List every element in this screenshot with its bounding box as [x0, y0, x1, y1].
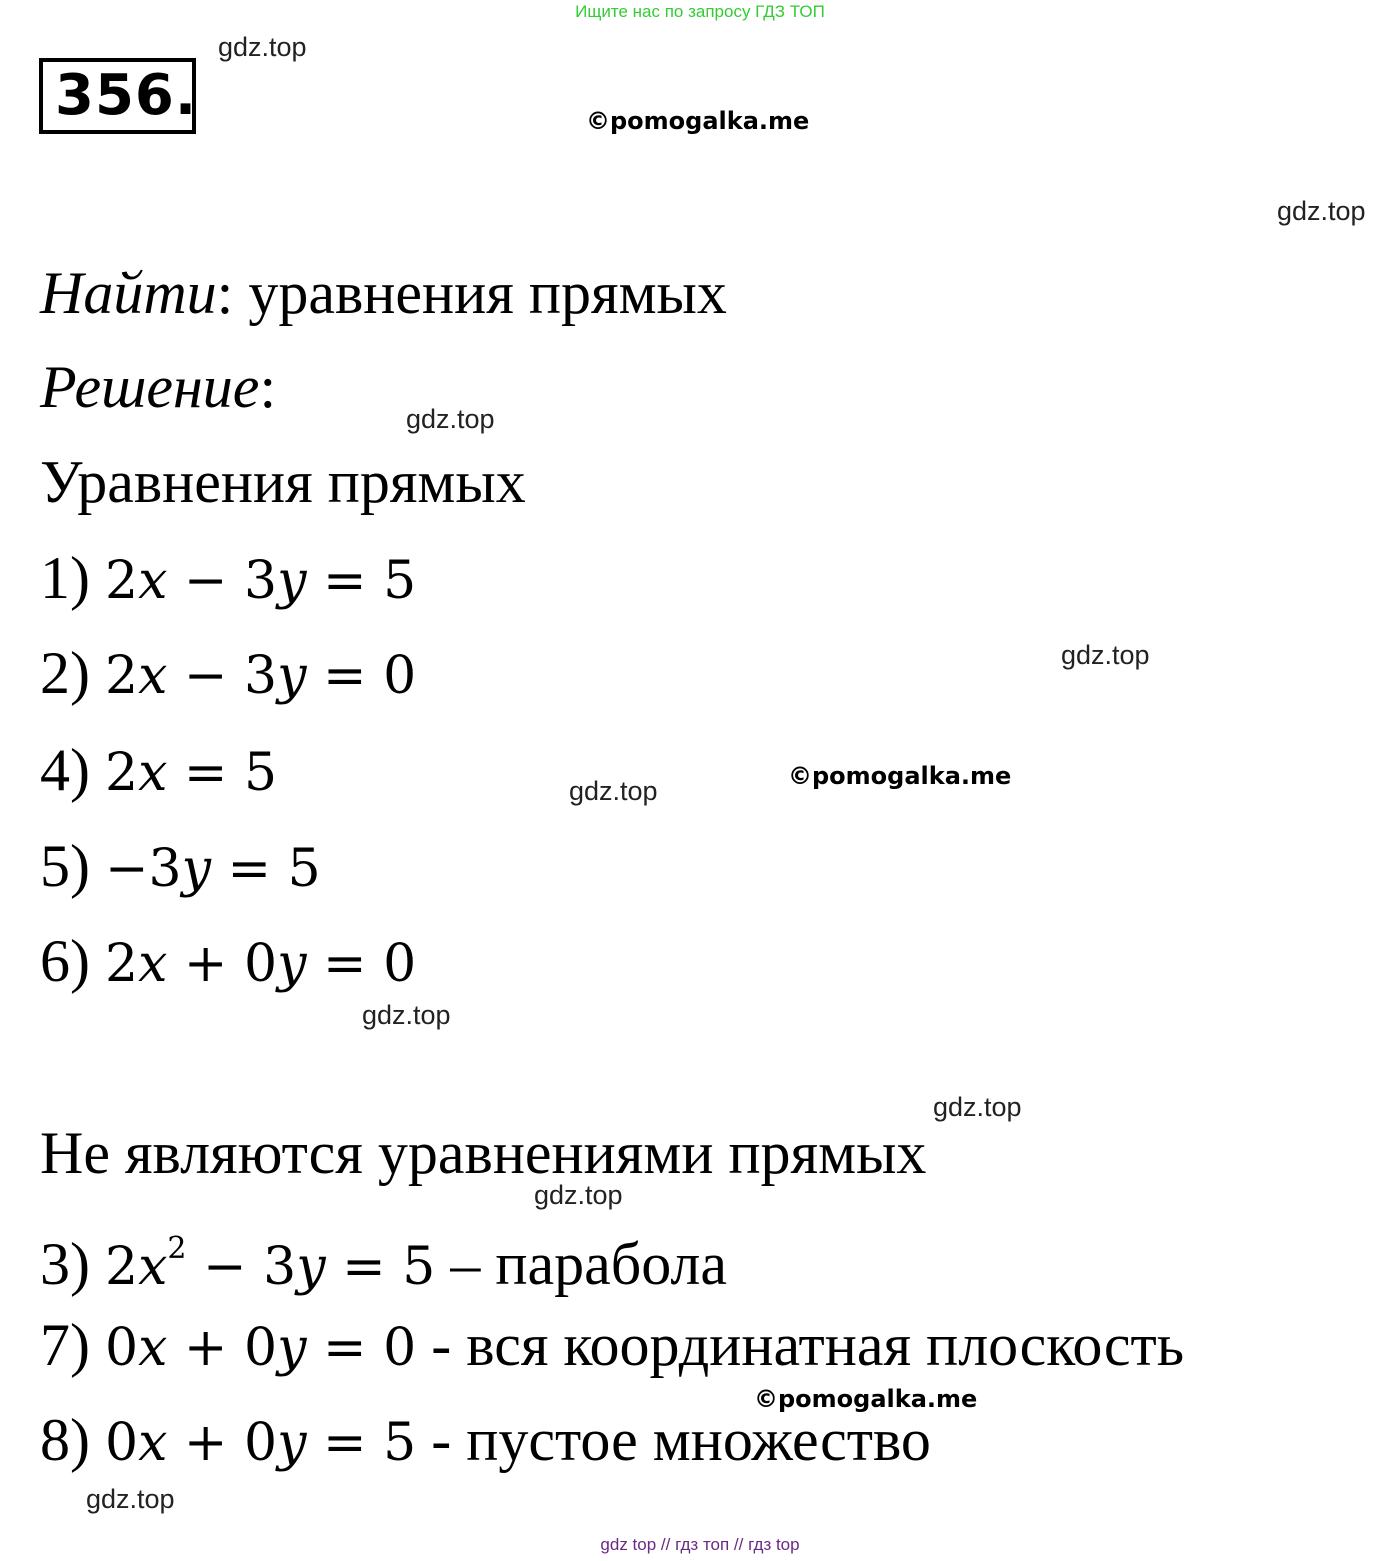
watermark-gdz: gdz.top — [218, 32, 307, 62]
equation-number: 3) — [40, 1231, 105, 1297]
equation-1 — [40, 543, 416, 616]
equation-note: - вся координатная плоскость — [416, 1312, 1185, 1378]
find-label: Найти — [40, 260, 217, 326]
equation-math: 2x − 3y = 0 — [104, 646, 417, 706]
equation-math: −3y = 5 — [104, 839, 321, 899]
solution-colon: : — [259, 354, 277, 420]
equation-math: 2x − 3y = 5 — [104, 551, 417, 611]
lines-heading: Уравнения прямых — [40, 449, 526, 515]
watermark-pomogalka: ©pomogalka.me — [586, 107, 810, 135]
equation-math: 2x = 5 — [104, 743, 278, 803]
watermark-gdz: gdz.top — [534, 1180, 623, 1210]
equation-note: – парабола — [435, 1231, 728, 1297]
equation-number: 2) — [40, 640, 105, 706]
equation-number: 1) — [40, 545, 105, 611]
equation-math: 0x + 0y = 5 — [104, 1413, 417, 1473]
equation-number: 8) — [40, 1407, 105, 1473]
equation-3 — [40, 1214, 727, 1302]
equation-number: 5) — [40, 833, 105, 899]
equation-math: 2x + 0y = 0 — [104, 934, 417, 994]
watermark-gdz: gdz.top — [406, 404, 495, 434]
watermark-gdz: gdz.top — [569, 776, 658, 806]
watermark-pomogalka: ©pomogalka.me — [754, 1385, 978, 1413]
equation-5 — [40, 831, 321, 904]
watermark-pomogalka: ©pomogalka.me — [788, 762, 1012, 790]
solution-label: Решение — [40, 354, 260, 420]
equation-4 — [40, 735, 277, 808]
equation-number: 7) — [40, 1312, 105, 1378]
watermark-gdz: gdz.top — [933, 1092, 1022, 1122]
equation-number: 4) — [40, 737, 105, 803]
equation-math: $2x^2 - 3y = 5$ — [104, 1231, 436, 1297]
equation-note: - пустое множество — [416, 1407, 931, 1473]
find-line — [40, 258, 727, 328]
equation-math: 0x + 0y = 0 — [104, 1318, 417, 1378]
find-text: уравнения прямых — [233, 260, 727, 326]
watermark-gdz: gdz.top — [86, 1484, 175, 1514]
equation-7 — [40, 1310, 1184, 1383]
footer-links[interactable]: gdz top // гдз топ // гдз top — [600, 1535, 800, 1554]
find-colon: : — [216, 260, 234, 326]
not-lines-heading: Не являются уравнениями прямых — [40, 1120, 927, 1186]
top-banner: Ищите нас по запросу ГДЗ ТОП — [575, 2, 825, 21]
task-number: 356. — [39, 58, 196, 134]
equation-6 — [40, 926, 416, 999]
watermark-gdz: gdz.top — [1061, 640, 1150, 670]
watermark-gdz: gdz.top — [1277, 196, 1366, 226]
equation-8 — [40, 1405, 931, 1478]
watermark-gdz: gdz.top — [362, 1000, 451, 1030]
equation-2 — [40, 638, 416, 711]
solution-line — [40, 352, 276, 422]
equation-number: 6) — [40, 928, 105, 994]
